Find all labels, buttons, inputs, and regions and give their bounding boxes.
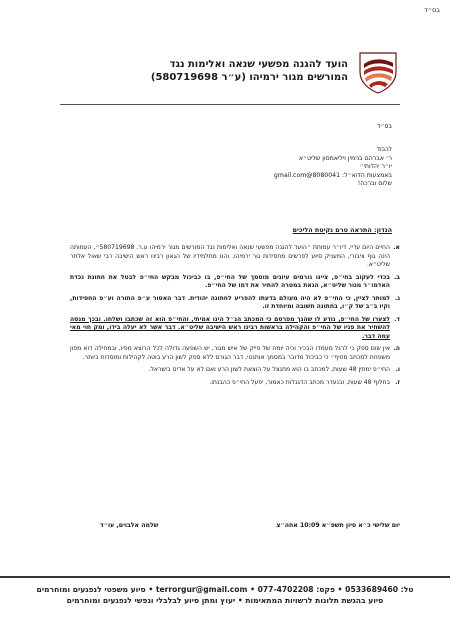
signature-name: שלמה אלבוים, עו״ד [100, 522, 159, 529]
top-besd-mark: בס״ד [424, 6, 440, 14]
footer-line-1: טל: 0533689460 • פקס: 077-4702208 • terrorgur@gmail.com • סיוע משפטי לנפגעים ומוחרמים [36, 585, 414, 594]
header-divider [60, 104, 400, 105]
organization-name [88, 58, 348, 84]
item-marker: ו. [395, 366, 400, 373]
list-item [70, 274, 400, 291]
item-text: אין שום ספק כי לרגל מעמדו הבכיר וכיה יומה של פייק של איש מגור, יש השפעה גדולה לכל הרוצא מפיו, ובמחילה דוא מפון משפחת למכתב מזויף״ כי כביכול מדובר במסמך אותנטי, דבר הגורם ללא ספק לשון הרע בוטה לקהילות ומוסדות ביותר. [70, 345, 390, 361]
item-marker: ה. [393, 345, 400, 352]
footer-contact [8, 584, 442, 606]
item-text: בחלוף 48 שעות, ובנעדר מכתב הדגנלות כאמור, יפעל החי״פ כהבנתו. [209, 378, 390, 386]
signature-row [100, 522, 400, 529]
list-item [70, 295, 400, 312]
recipient-block [274, 146, 392, 189]
recipient-line-3: יו״ר יהדותי״ [359, 163, 392, 171]
list-item [70, 345, 400, 362]
shield-logo-icon [356, 50, 400, 94]
list-item [70, 316, 400, 342]
recipient-line-2: ר׳ אברהם בנימין ויליאמסון שליט״א [298, 154, 392, 162]
organization-line-2: המורשים מגור ירמיהו (ע״ר 580719698) [150, 72, 348, 83]
item-text: החיים היום עדיי, דיו״ר עמותת ״הועד להגנה מפשעי שנאה ואלימות נגד המורשים מגור ירמיהו ע.ר. 580719698״, העמותה הינה גוף ציבורי, המעניק סיוע לפרשים מחסידות גור ירמיהו. והנו מתלמידיו של הגאון רבינו ראש הישיבה רבי שאול אלתר שליט״א. [70, 244, 390, 268]
subject-line: הנדון: התראה טרם נקיטת הליכים [292, 226, 392, 234]
list-item [70, 244, 400, 270]
item-text: לצערו של החי״פ, נודע לו שהנך מפרסם כי המכתב הנ״ל הינו אמיתי, והחי״פ הוא זה שכתבו ושלחו. ובכך מנסה להשחיר את פניו של החי״פ והקהילה בראשות רבינו ראש הישיבה שליט״א. דבר אשר לא יעלה בידו, ומק חוי מאי עמה דבר. [70, 315, 390, 340]
recipient-line-5: שלום וברכה! [357, 180, 392, 188]
letter-items [70, 244, 400, 391]
date-line: יום שלישי כ״א סיון תשפ״א 10:09 אחה״צ [276, 522, 400, 529]
item-marker: ז. [395, 378, 400, 386]
item-text: למותר לציין, כי החי״פ לא היה מעולם בדעתו להפריע לחתונה יהודית. דבר האסור ע״פ התורה וע״פ החסידות, וקיו ב״ב של ק״ו, בחתונה חשובה ומיוחדת זו. [70, 294, 390, 310]
footer-line-2: סיוע בהגשת תלונות לרשויות המתאימות • יעוץ ומתן סיוע לבלבלי ונפשי לנפגעים ומוחרמים [66, 596, 384, 605]
item-text: בכדי לעקוב בחי״פ, ציינו גורמים עיונים מוסמך של החי״פ, בו כביכול מבקש החי״פ לבטל את חתונת נכדת האדמו״ר מגור שליט״א, הגאת במטרה להתיר את דמו של החי״פ. [70, 273, 390, 289]
footer-divider [0, 576, 450, 578]
recipient-line-4: באמצעות הדוא״ל: 8080041@gmail.com [273, 171, 392, 179]
letterhead [60, 50, 400, 92]
list-item [70, 366, 400, 375]
recipient-line-1: לכבוד [376, 146, 392, 153]
item-marker: ב. [393, 273, 400, 281]
item-text: החי״פ ימתין 48 שעות, למכתב בו הוא מתנצל על הוצאת לשון הרע ואם לא על אדים בישראל. [148, 366, 390, 373]
besd-heading: בס״ד [377, 123, 392, 130]
list-item [70, 379, 400, 388]
item-marker: ג. [394, 294, 400, 302]
item-marker: א. [393, 244, 400, 251]
organization-line-1: הועד להגנה מפשעי שנאה ואלימות נגד [169, 59, 348, 70]
item-marker: ד. [394, 315, 400, 323]
